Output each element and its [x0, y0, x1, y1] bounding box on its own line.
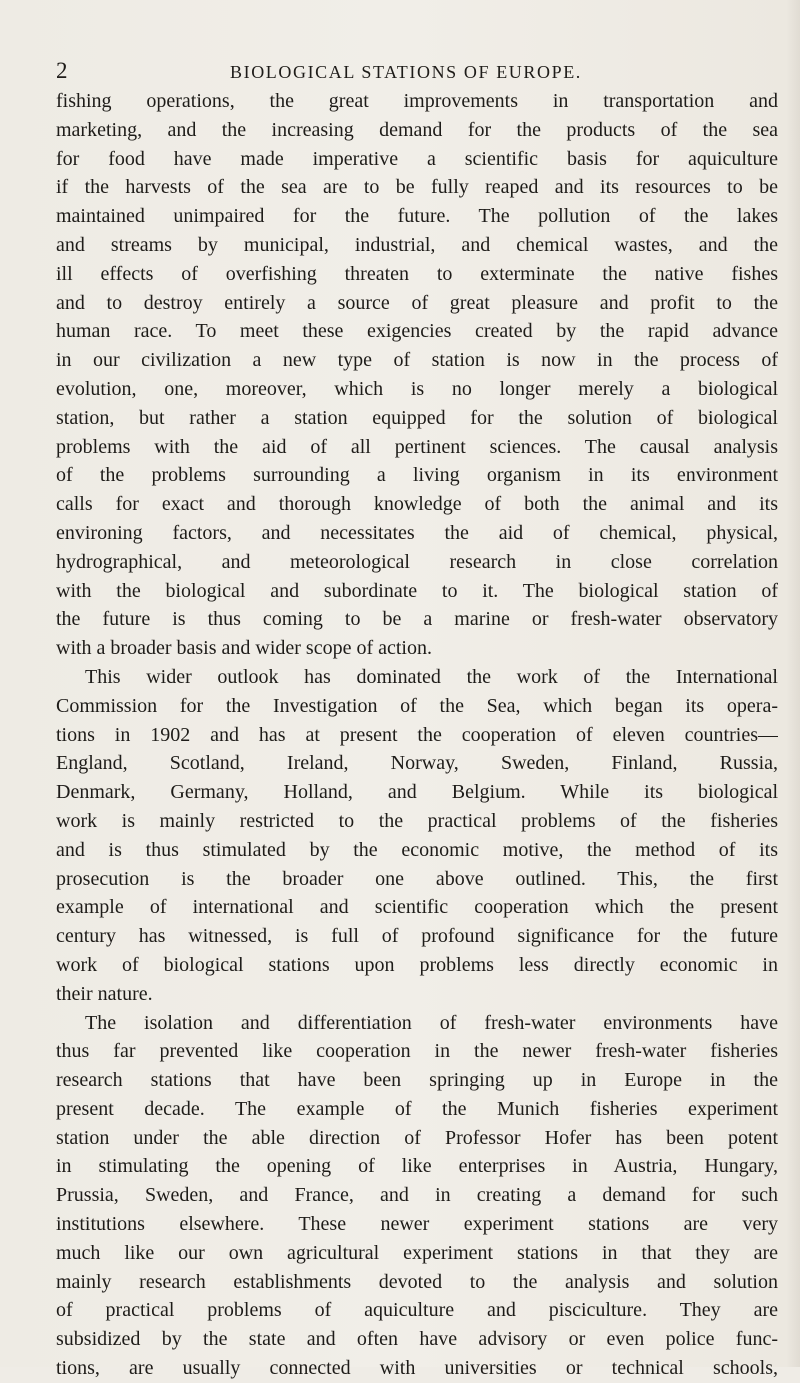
running-head [56, 58, 772, 84]
text-line: subsidized by the state and often have advisory or even police func- [56, 1328, 778, 1351]
text-line: and is thus stimulated by the economic motive, the method of its [56, 838, 778, 861]
text-line: of practical problems of aquiculture and pisciculture. They are [56, 1299, 778, 1322]
text-line: work of biological stations upon problems less directly economic in [56, 953, 778, 976]
page-edge-shadow [786, 0, 800, 1367]
text-line: human race. To meet these exigencies created by the rapid advance [56, 320, 778, 343]
text-line: environing factors, and necessitates the aid of chemical, physical, [56, 521, 778, 544]
text-line: tions in 1902 and has at present the cooperation of eleven countries— [56, 723, 778, 746]
text-line: station under the able direction of Professor Hofer has been potent [56, 1126, 778, 1149]
text-line: their nature. [56, 982, 153, 1005]
running-title: BIOLOGICAL STATIONS OF EUROPE. [230, 62, 582, 82]
text-line: station, but rather a station equipped for the solution of biological [56, 406, 778, 429]
text-line: England, Scotland, Ireland, Norway, Sweden, Finland, Russia, [56, 752, 778, 775]
text-line: maintained unimpaired for the future. The pollution of the lakes [56, 205, 778, 228]
text-line: Prussia, Sweden, and France, and in creating a demand for such [56, 1184, 778, 1207]
text-line: and streams by municipal, industrial, and chemical wastes, and the [56, 233, 778, 256]
page-number: 2 [56, 58, 68, 83]
text-line: century has witnessed, is full of profound significance for the future [56, 925, 778, 948]
text-line: hydrographical, and meteorological research in close correlation [56, 550, 778, 573]
text-line: with the biological and subordinate to it. The biological station of [56, 579, 778, 602]
text-line: in our civilization a new type of station is now in the process of [56, 349, 778, 372]
text-line: much like our own agricultural experiment stations in that they are [56, 1241, 778, 1264]
text-line: evolution, one, moreover, which is no longer merely a biological [56, 377, 778, 400]
text-line: marketing, and the increasing demand for the products of the sea [56, 118, 778, 141]
text-line: ill effects of overfishing threaten to exterminate the native fishes [56, 262, 778, 285]
text-line: example of international and scientific cooperation which the present [56, 896, 778, 919]
text-line: with a broader basis and wider scope of action. [56, 637, 432, 660]
text-line: in stimulating the opening of like enterprises in Austria, Hungary, [56, 1155, 778, 1178]
text-line: the future is thus coming to be a marine or fresh-water observatory [56, 608, 778, 631]
text-line: work is mainly restricted to the practical problems of the fisheries [56, 809, 778, 832]
text-line: tions, are usually connected with universities or technical schools, [56, 1357, 778, 1380]
text-line: for food have made imperative a scientific basis for aquiculture [56, 147, 778, 170]
text-line: Commission for the Investigation of the Sea, which began its opera- [56, 694, 778, 717]
text-line: problems with the aid of all pertinent sciences. The causal analysis [56, 435, 778, 458]
text-line: This wider outlook has dominated the work of the International [85, 665, 778, 688]
text-line: of the problems surrounding a living organism in its environment [56, 464, 778, 487]
text-line: institutions elsewhere. These newer experiment stations are very [56, 1213, 778, 1236]
text-line: research stations that have been springing up in Europe in the [56, 1069, 778, 1092]
text-line: calls for exact and thorough knowledge of both the animal and its [56, 493, 778, 516]
text-line: fishing operations, the great improvements in transportation and [56, 90, 778, 112]
text-line: Denmark, Germany, Holland, and Belgium. While its biological [56, 781, 778, 804]
text-line: prosecution is the broader one above outlined. This, the first [56, 867, 778, 890]
text-line: thus far prevented like cooperation in the newer fresh-water fisheries [56, 1040, 778, 1063]
text-line: The isolation and differentiation of fresh-water environments have [85, 1011, 778, 1034]
body-text [56, 87, 778, 1383]
text-line: and to destroy entirely a source of great pleasure and profit to the [56, 291, 778, 314]
text-line: present decade. The example of the Munich fisheries experiment [56, 1097, 778, 1120]
text-line: if the harvests of the sea are to be fully reaped and its resources to be [56, 176, 778, 199]
text-line: mainly research establishments devoted to the analysis and solution [56, 1270, 778, 1293]
